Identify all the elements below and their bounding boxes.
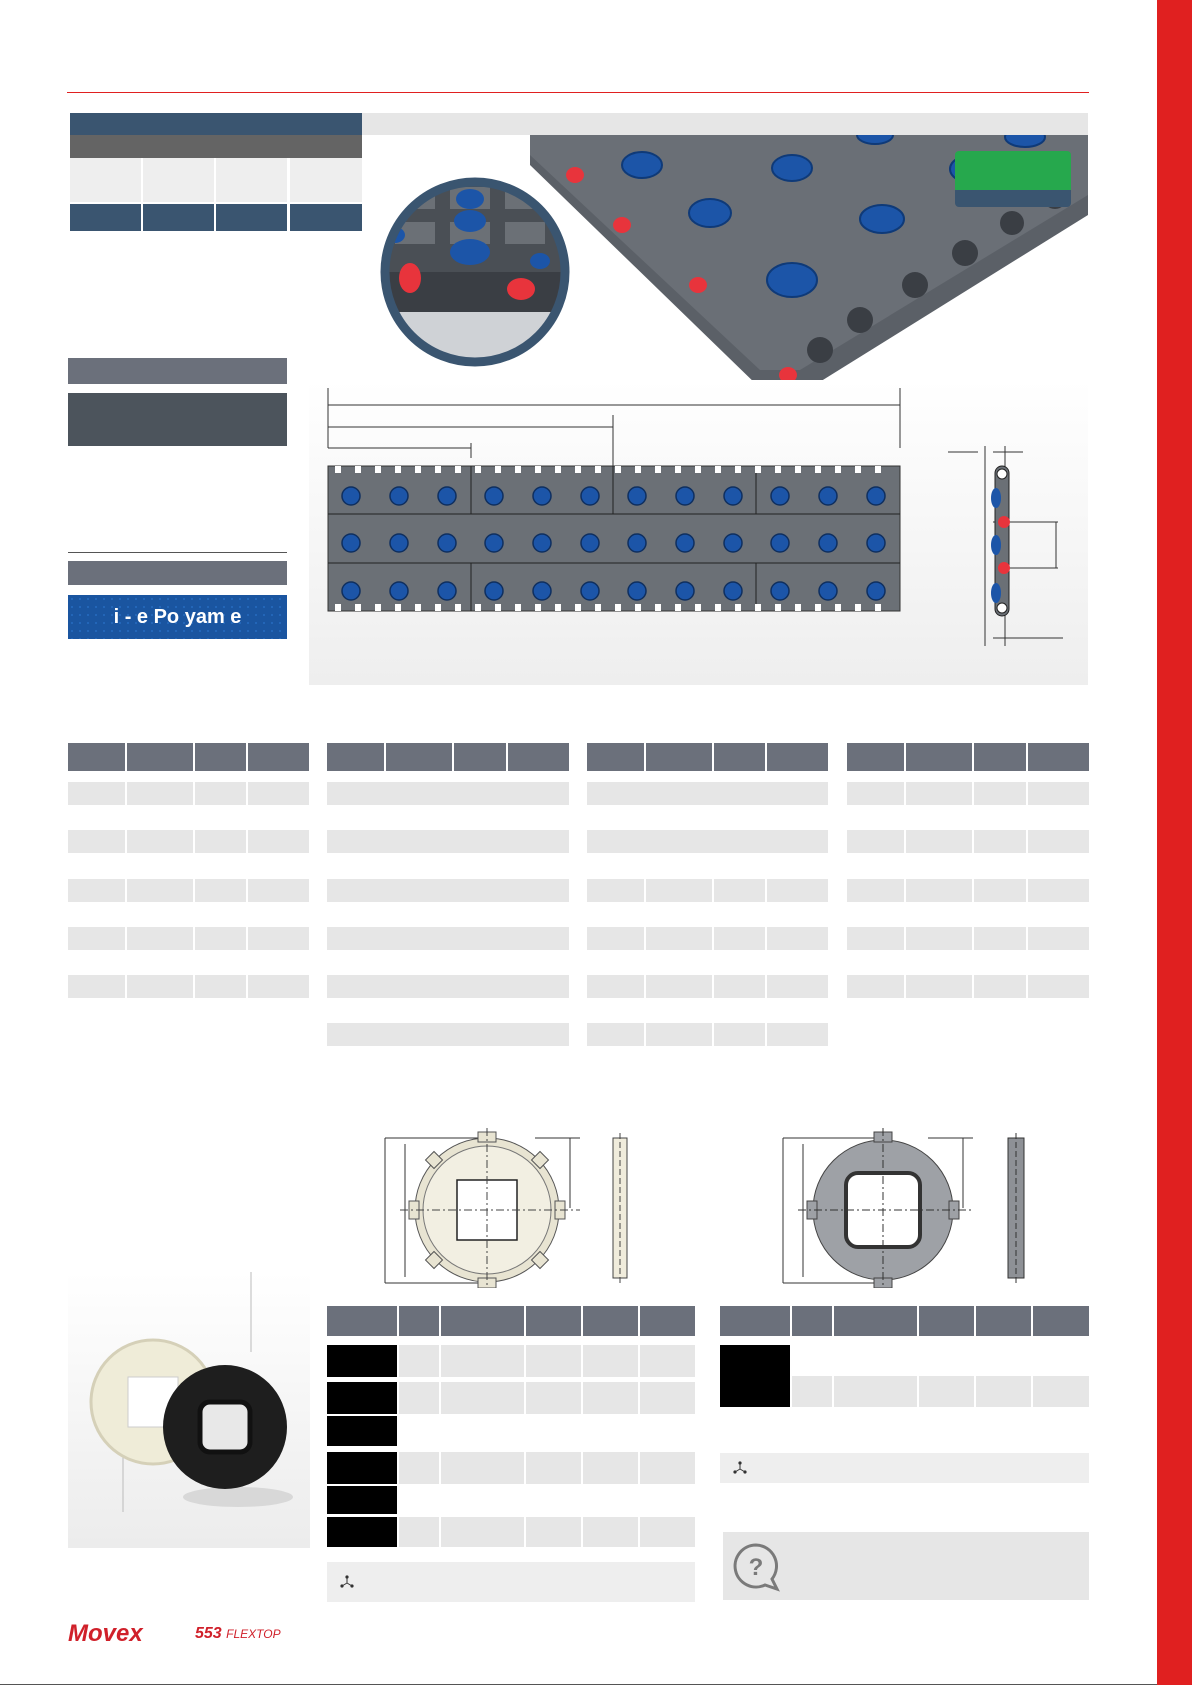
sprocket-cell bbox=[640, 1517, 695, 1547]
top-divider bbox=[67, 92, 1089, 93]
right-accent-bar bbox=[1157, 0, 1192, 1685]
sprocket-cell bbox=[526, 1382, 581, 1414]
sprocket-cell bbox=[834, 1376, 917, 1407]
spec-table-1 bbox=[68, 743, 309, 983]
detail-inset bbox=[380, 177, 570, 367]
sprocket-code-cell bbox=[327, 1382, 397, 1414]
sprocket-code-cell bbox=[327, 1517, 397, 1547]
series-label: FLEXTOP bbox=[226, 1627, 281, 1641]
sprocket-cell bbox=[441, 1382, 524, 1414]
help-box[interactable] bbox=[723, 1532, 1089, 1600]
spec-value-cell bbox=[290, 204, 362, 231]
sprocket-table-1-note bbox=[327, 1562, 695, 1602]
sprocket-cell bbox=[441, 1345, 524, 1377]
sprocket-table-2-header bbox=[919, 1306, 974, 1336]
spec-value-cell bbox=[216, 204, 287, 231]
spec-header bbox=[70, 113, 362, 135]
section-info-box bbox=[68, 393, 287, 446]
spec-subheader bbox=[70, 135, 362, 158]
question-bubble-icon bbox=[731, 1542, 781, 1592]
sprocket-table-1-header bbox=[327, 1306, 397, 1336]
sprocket-photo bbox=[68, 1272, 310, 1548]
sprocket-cell bbox=[526, 1452, 581, 1484]
sprocket-cell bbox=[640, 1452, 695, 1484]
section-divider bbox=[68, 552, 287, 553]
spec-value-cell bbox=[143, 204, 214, 231]
sprocket-cell bbox=[792, 1376, 832, 1407]
sprocket-cell bbox=[583, 1382, 638, 1414]
brand-logo: Movex bbox=[68, 1620, 143, 1647]
sprocket-cell bbox=[526, 1345, 581, 1377]
spec-cell bbox=[216, 158, 287, 202]
sprocket-table-2-header bbox=[1033, 1306, 1089, 1336]
sprocket-cell bbox=[441, 1517, 524, 1547]
sprocket-cell bbox=[399, 1452, 439, 1484]
sprocket-cell bbox=[399, 1517, 439, 1547]
sprocket-code-cell bbox=[327, 1416, 397, 1446]
sprocket-cell bbox=[583, 1517, 638, 1547]
sprocket-drawing-2 bbox=[778, 1128, 1048, 1288]
series-number: 553 bbox=[195, 1625, 222, 1642]
sprocket-table-2-header bbox=[792, 1306, 832, 1336]
sprocket-code-cell bbox=[327, 1452, 397, 1484]
sprocket-cell bbox=[919, 1376, 974, 1407]
sprocket-cell bbox=[976, 1376, 1031, 1407]
sprocket-code-cell bbox=[720, 1345, 790, 1407]
sprocket-table-2-header bbox=[834, 1306, 917, 1336]
sprocket-cell bbox=[640, 1382, 695, 1414]
material-label-bar bbox=[68, 561, 287, 585]
sprocket-table-1-header bbox=[399, 1306, 439, 1336]
sprocket-table-1-header bbox=[526, 1306, 581, 1336]
spec-cell bbox=[143, 158, 214, 202]
sprocket-cell bbox=[526, 1517, 581, 1547]
feature-badge bbox=[955, 151, 1071, 190]
sprocket-cell bbox=[583, 1345, 638, 1377]
sprocket-table-1-header bbox=[583, 1306, 638, 1336]
sprocket-cell bbox=[1033, 1376, 1089, 1407]
sprocket-cell bbox=[441, 1452, 524, 1484]
belt-top-view-drawing bbox=[325, 388, 905, 628]
spec-table-3 bbox=[587, 743, 828, 1048]
sprocket-cell bbox=[583, 1452, 638, 1484]
sprocket-table-1-header bbox=[441, 1306, 524, 1336]
sprocket-table-2-header bbox=[976, 1306, 1031, 1336]
spec-cell bbox=[290, 158, 362, 202]
sprocket-cell bbox=[640, 1345, 695, 1377]
sprocket-cell bbox=[399, 1382, 439, 1414]
sprocket-cell bbox=[399, 1345, 439, 1377]
spec-table-4 bbox=[847, 743, 1089, 1003]
sprocket-table-2-header bbox=[720, 1306, 790, 1336]
feature-badge-tab bbox=[955, 190, 1071, 207]
svg-text:?: ? bbox=[748, 1554, 764, 1581]
sprocket-drawing-1 bbox=[380, 1128, 650, 1288]
section-label-bar bbox=[68, 358, 287, 384]
sprocket-code-cell bbox=[327, 1345, 397, 1377]
material-badge: i - e Po yam e bbox=[68, 595, 287, 639]
spec-cell bbox=[70, 158, 141, 202]
tri-dot-icon bbox=[339, 1574, 355, 1590]
sprocket-table-1-header bbox=[640, 1306, 695, 1336]
sprocket-code-cell bbox=[327, 1486, 397, 1514]
spec-value-cell bbox=[70, 204, 141, 231]
belt-side-view-drawing bbox=[948, 446, 1063, 646]
tri-dot-icon bbox=[732, 1460, 748, 1476]
sprocket-table-2-note bbox=[720, 1453, 1089, 1483]
spec-header-extension bbox=[362, 113, 1088, 135]
series-name bbox=[195, 1625, 281, 1643]
spec-table-2 bbox=[327, 743, 569, 1048]
